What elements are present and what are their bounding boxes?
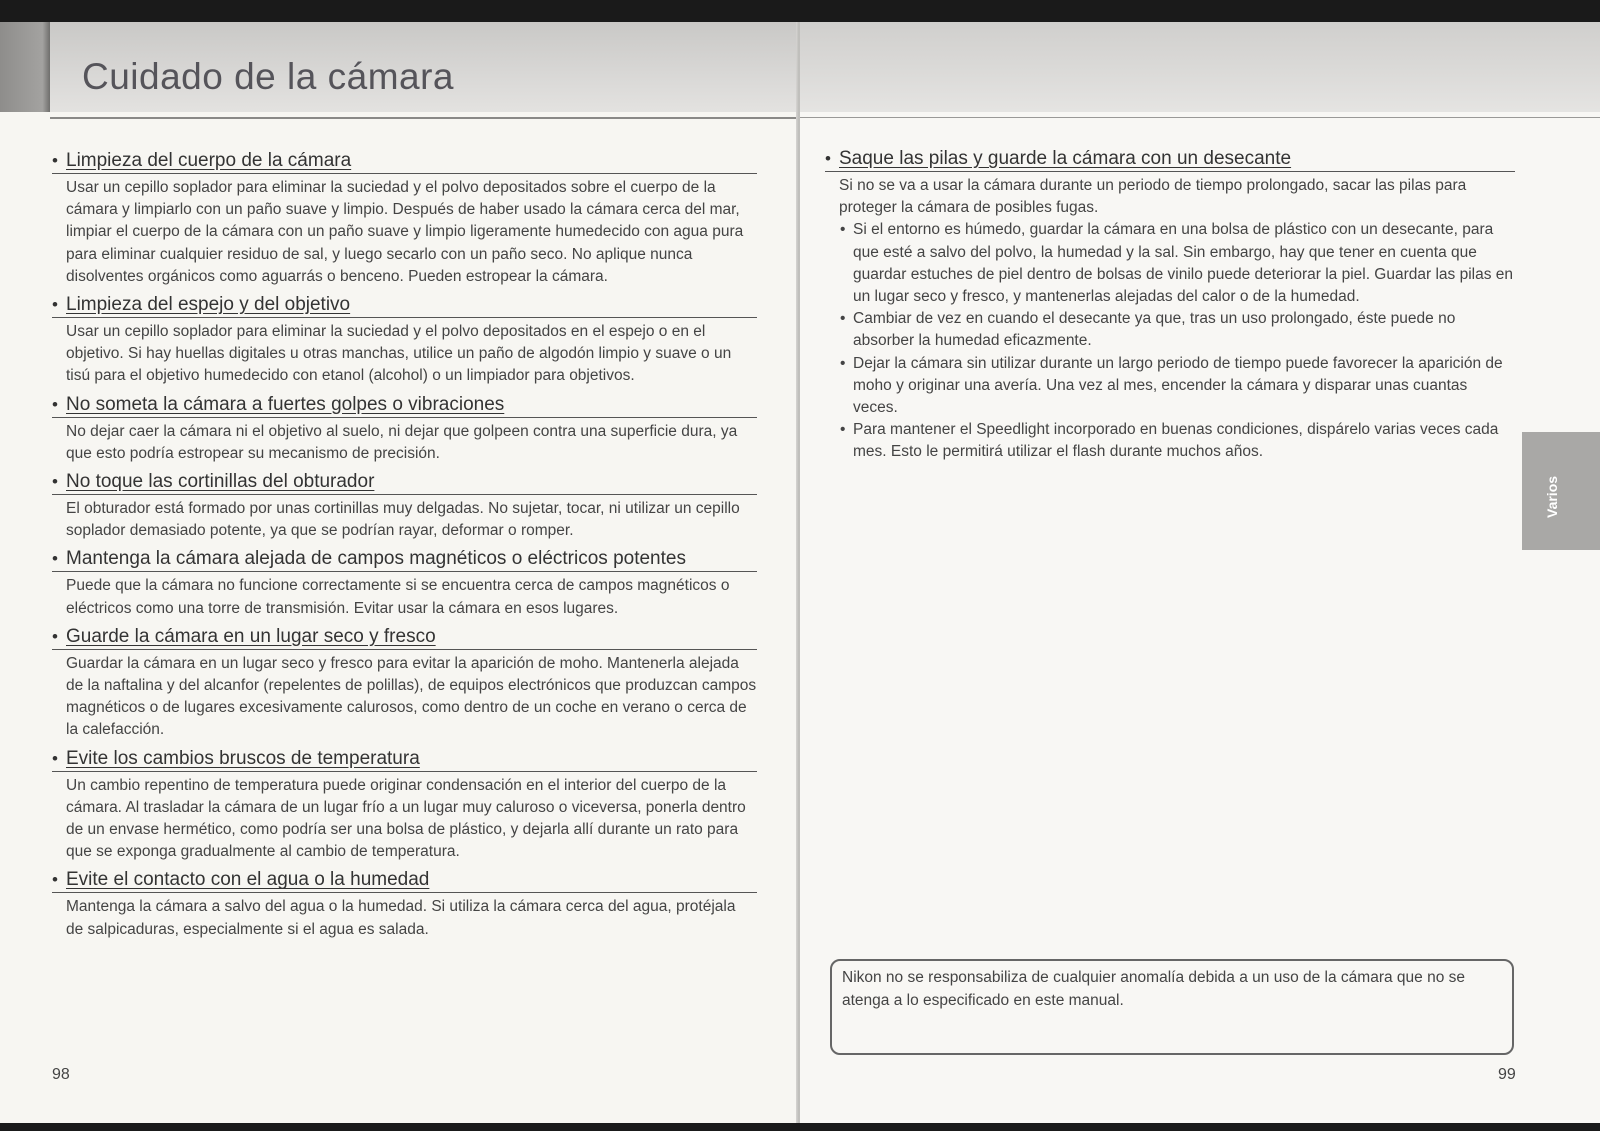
side-tab-label: Varios	[1544, 475, 1560, 518]
section-heading: • Evite el contacto con el agua o la humedad	[52, 869, 757, 893]
section-heading: • Limpieza del espejo y del objetivo	[52, 294, 757, 318]
header-accent-bar	[0, 22, 50, 112]
bullet-list	[839, 219, 1515, 463]
list-item: • Si el entorno es húmedo, guardar la cámara en una bolsa de plástico con un desecante, para que esté a salvo del polvo, la humedad y la sal. Sin embargo, hay que tener en cuenta que guardar estuches de piel dentro de bolsas de vinilo puede deteriorar la piel. Guardar las pilas en un lugar seco y fresco, y mantenerlas alejadas del calor o de la humedad.	[839, 219, 1515, 308]
section-body: El obturador está formado por unas cortinillas muy delgadas. No sujetar, tocar, ni utilizar un cepillo soplador demasiado potente, ya que se podrían rayar, deformar o romper.	[66, 500, 740, 540]
page-number: 98	[52, 1066, 70, 1083]
section-batteries-desiccant	[825, 148, 1515, 464]
header-band	[800, 22, 1600, 112]
section-body: Usar un cepillo soplador para eliminar la suciedad y el polvo depositados en el espejo o en el objetivo. Si hay huellas digitales u otras manchas, utilice un paño de algodón limpio y suave o un tisú para el objetivo humedecido con etanol (alcohol) o un limpiador para objetivos.	[66, 323, 732, 385]
section-shutter-curtains	[52, 471, 757, 542]
list-item: • Dejar la cámara sin utilizar durante un largo periodo de tiempo puede favorecer la aparición de moho y originar una avería. Una vez al mes, encender la cámara y disparar unas cuantas veces.	[839, 353, 1515, 420]
section-heading: • Mantenga la cámara alejada de campos magnéticos o eléctricos potentes	[52, 548, 757, 572]
section-heading: • Evite los cambios bruscos de temperatura	[52, 748, 757, 772]
section-body: Mantenga la cámara a salvo del agua o la humedad. Si utiliza la cámara cerca del agua, protéjala de salpicaduras, especialmente si el agua es salada.	[66, 898, 736, 938]
section-dry-cool-storage	[52, 626, 757, 742]
section-magnetic-fields	[52, 548, 757, 619]
notice-text: Nikon no se responsabiliza de cualquier anomalía debida a un uso de la cámara que no se atenga a lo especificado en este manual.	[842, 969, 1465, 1009]
left-content	[52, 150, 757, 947]
page-number: 99	[1498, 1066, 1516, 1083]
list-item: • Para mantener el Speedlight incorporado en buenas condiciones, dispárelo varias veces cada mes. Esto le permitirá utilizar el flash durante muchos años.	[839, 419, 1515, 463]
header-rule	[50, 117, 798, 119]
side-tab	[1522, 432, 1600, 550]
section-body: Puede que la cámara no funcione correctamente si se encuentra cerca de campos magnéticos o eléctricos como una torre de transmisión. Evitar usar la cámara en esos lugares.	[66, 577, 730, 617]
page-title: Cuidado de la cámara	[82, 56, 454, 97]
header-rule	[800, 117, 1600, 118]
section-temperature-changes	[52, 748, 757, 864]
right-page	[800, 22, 1600, 1123]
section-body: Un cambio repentino de temperatura puede originar condensación en el interior del cuerpo de la cámara. Al trasladar la cámara de un lugar frío a un lugar muy caluroso o viceversa, ponerla dentro de un envase hermético, como podría ser una bolsa de plástico, y dejarla allí durante un rato para que se exponga gradualmente al cambio de temperatura.	[66, 776, 746, 861]
section-heading: • No someta la cámara a fuertes golpes o vibraciones	[52, 394, 757, 418]
section-body: No dejar caer la cámara ni el objetivo al suelo, ni dejar que golpeen contra una superficie dura, ya que esto podría estropear su mecanismo de precisión.	[66, 422, 738, 462]
section-cleaning-mirror-lens	[52, 294, 757, 388]
section-cleaning-body	[52, 150, 757, 288]
right-content	[825, 148, 1515, 470]
section-no-shocks	[52, 394, 757, 465]
section-body: Guardar la cámara en un lugar seco y fresco para evitar la aparición de moho. Mantenerla alejada de la naftalina y del alcanfor (repelentes de polillas), de equipos electrónicos que produzcan campos magnéticos o de lugares excesivamente calurosos, como dentro de un coche en verano o cerca de la calefacción.	[66, 654, 757, 739]
section-body: Usar un cepillo soplador para eliminar la suciedad y el polvo depositados sobre el cuerpo de la cámara y limpiarlo con un paño suave y limpio. Después de haber usado la cámara cerca del mar, limpiar el cuerpo de la cámara con un paño suave y limpio ligeramente humedecido con agua pura para eliminar cualquier residuo de sal, y luego secarlo con un paño seco. No aplique nunca disolventes orgánicos como aguarrás o benceno. Pueden estropear la cámara.	[66, 179, 744, 285]
section-heading: • Saque las pilas y guarde la cámara con un desecante	[825, 148, 1515, 172]
notice-box	[830, 959, 1514, 1055]
section-heading: • Guarde la cámara en un lugar seco y fresco	[52, 626, 757, 650]
section-body: Si no se va a usar la cámara durante un periodo de tiempo prolongado, sacar las pilas para proteger la cámara de posibles fugas.	[839, 177, 1467, 217]
section-water-humidity	[52, 869, 757, 940]
section-heading: • Limpieza del cuerpo de la cámara	[52, 150, 757, 174]
section-heading: • No toque las cortinillas del obturador	[52, 471, 757, 495]
left-page	[0, 22, 798, 1123]
list-item: • Cambiar de vez en cuando el desecante ya que, tras un uso prolongado, éste puede no absorber la humedad eficazmente.	[839, 308, 1515, 352]
